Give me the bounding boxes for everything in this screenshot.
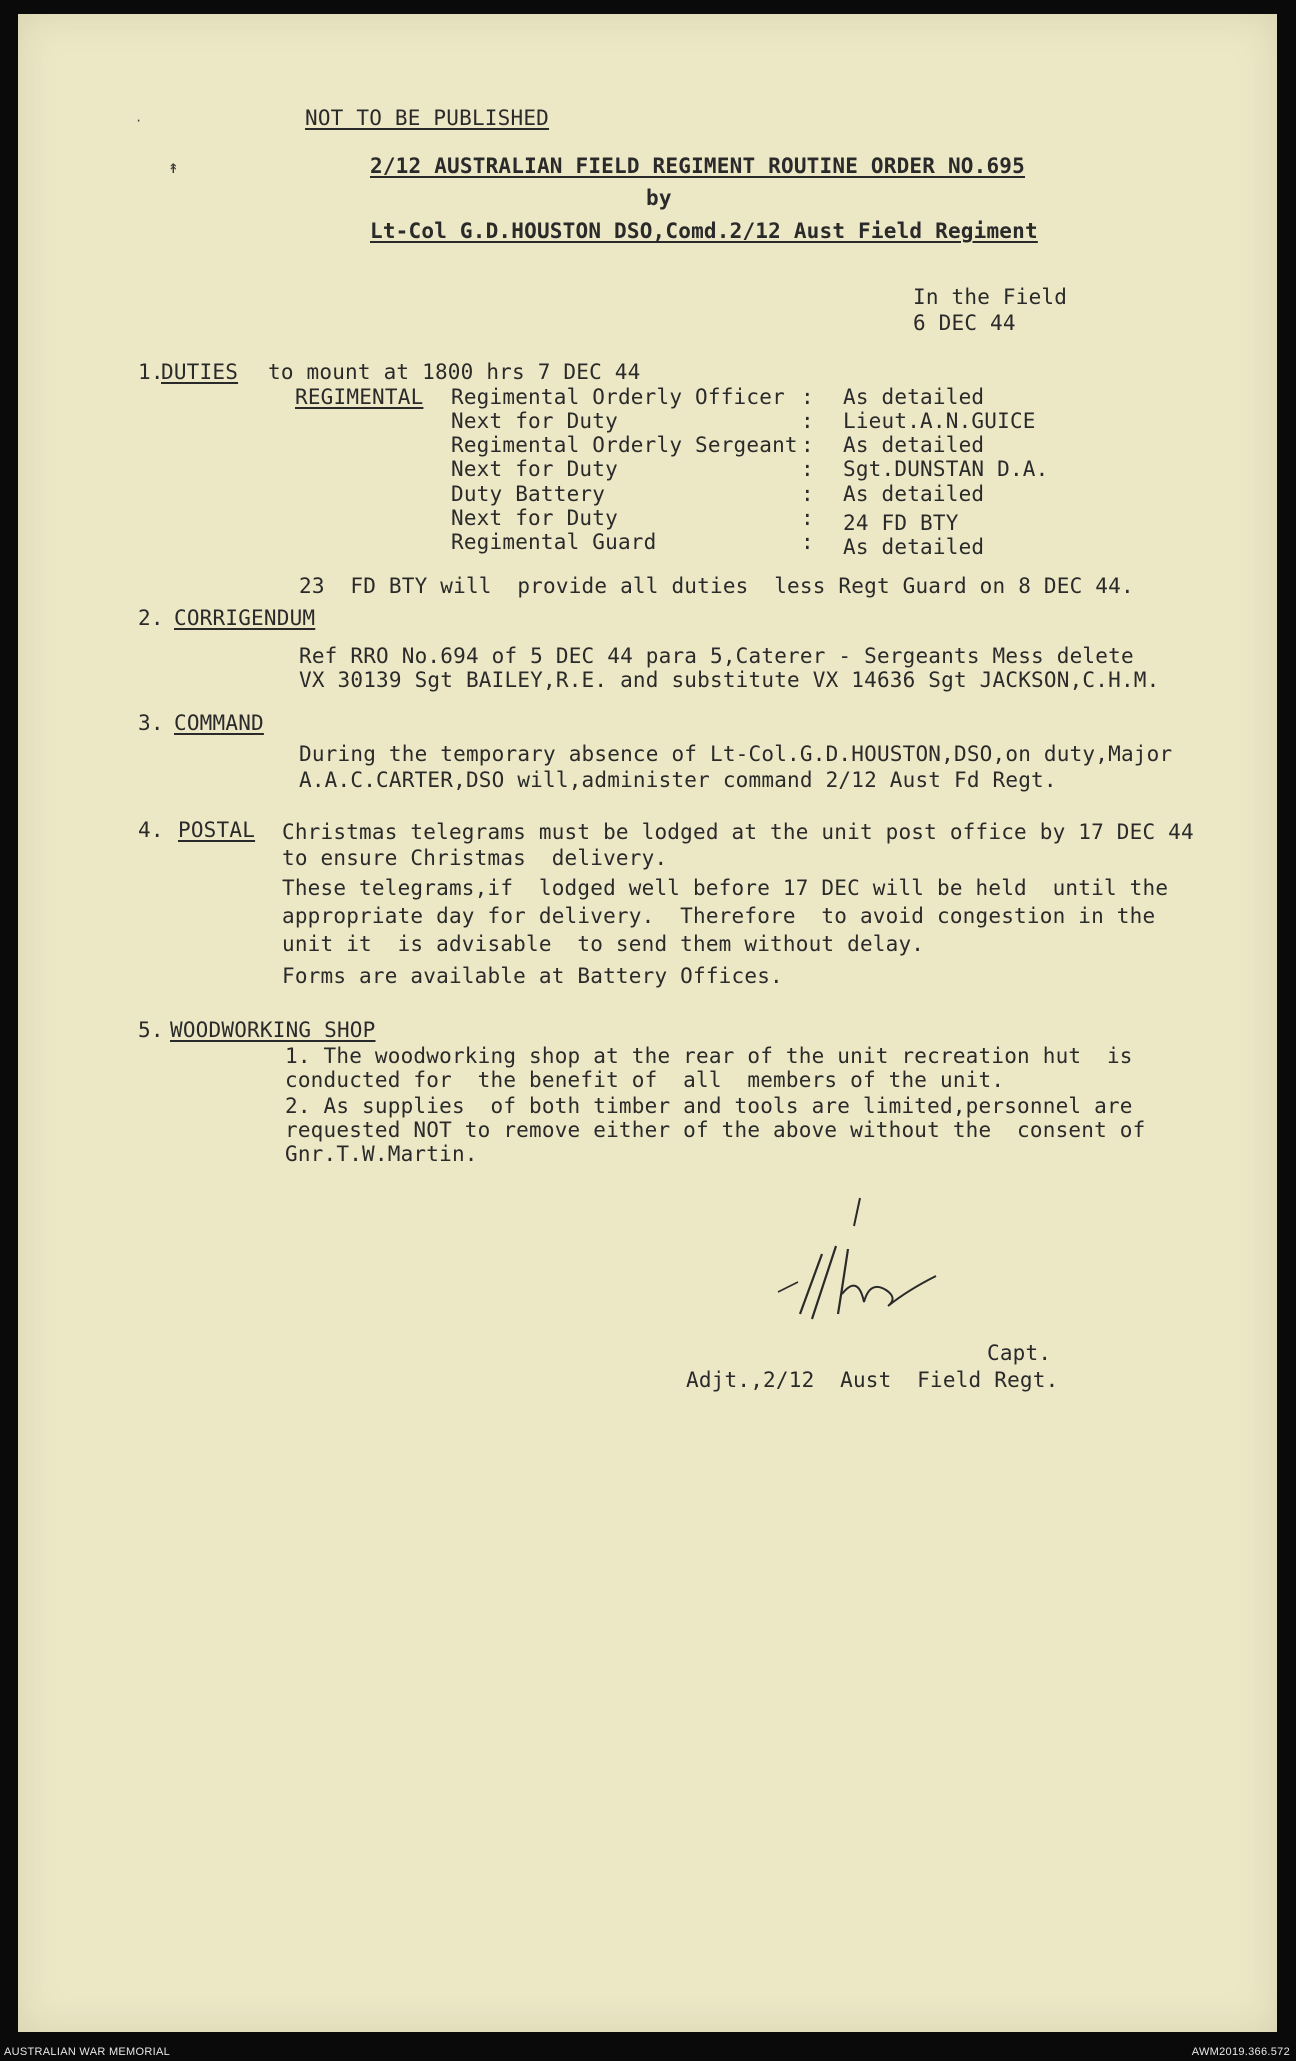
duty-separator: : xyxy=(801,409,814,433)
section-2-line: VX 30139 Sgt BAILEY,R.E. and substitute VX 14636 Sgt JACKSON,C.H.M. xyxy=(299,668,1160,692)
section-4-line: These telegrams,if lodged well before 17 DEC will be held until the xyxy=(282,876,1169,900)
section-5-line: Gnr.T.W.Martin. xyxy=(285,1142,478,1166)
section-2-heading: CORRIGENDUM xyxy=(174,606,316,630)
section-4-number: 4. xyxy=(138,818,164,842)
date: 6 DEC 44 xyxy=(913,311,1016,335)
ink-speck: ↟ xyxy=(168,157,179,178)
duty-assigned: As detailed xyxy=(843,385,985,409)
section-3-number: 3. xyxy=(138,711,164,735)
signature-scrawl xyxy=(738,1194,938,1334)
duty-separator: : xyxy=(801,506,814,530)
duty-separator: : xyxy=(801,385,814,409)
place: In the Field xyxy=(913,285,1068,309)
section-2-line: Ref RRO No.694 of 5 DEC 44 para 5,Caterer - Sergeants Mess delete xyxy=(299,644,1134,668)
section-4-line: unit it is advisable to send them without delay. xyxy=(282,932,925,956)
document-page xyxy=(18,14,1277,2032)
section-5-number: 5. xyxy=(138,1018,164,1042)
footer-institution: AUSTRALIAN WAR MEMORIAL xyxy=(4,2046,171,2058)
section-5-line: 2. As supplies of both timber and tools are limited,personnel are xyxy=(285,1094,1133,1118)
duty-role: Duty Battery xyxy=(451,482,606,506)
duty-separator: : xyxy=(801,482,814,506)
section-5-line: 1. The woodworking shop at the rear of the unit recreation hut is xyxy=(285,1044,1133,1068)
duty-separator: : xyxy=(801,433,814,457)
duty-role: Regimental Guard xyxy=(451,530,657,554)
section-4-line: Forms are available at Battery Offices. xyxy=(282,964,783,988)
duty-separator: : xyxy=(801,457,814,481)
duty-assigned: As detailed xyxy=(843,482,985,506)
duty-assigned: As detailed xyxy=(843,535,985,559)
section-1-subheading: REGIMENTAL xyxy=(295,385,424,409)
duty-assigned: 24 FD BTY xyxy=(843,511,959,535)
title-by: by xyxy=(646,186,672,210)
section-4-line: appropriate day for delivery. Therefore to avoid congestion in the xyxy=(282,904,1156,928)
document-title: 2/12 AUSTRALIAN FIELD REGIMENT ROUTINE ORDER NO.695 xyxy=(370,154,1025,178)
signatory-rank: Capt. xyxy=(987,1341,1052,1365)
duty-assigned: As detailed xyxy=(843,433,985,457)
not-published-heading: NOT TO BE PUBLISHED xyxy=(305,106,550,130)
section-3-line: A.A.C.CARTER,DSO will,administer command 2/12 Aust Fd Regt. xyxy=(299,768,1057,792)
duty-role: Regimental Orderly Officer xyxy=(451,385,785,409)
section-5-heading: WOODWORKING SHOP xyxy=(170,1018,376,1042)
section-5-line: conducted for the benefit of all members of the unit. xyxy=(285,1068,1005,1092)
duty-role: Next for Duty xyxy=(451,409,618,433)
document-author: Lt-Col G.D.HOUSTON DSO,Comd.2/12 Aust Field Regiment xyxy=(370,219,1038,243)
duty-separator: : xyxy=(801,530,814,554)
duty-role: Regimental Orderly Sergeant xyxy=(451,433,798,457)
section-3-line: During the temporary absence of Lt-Col.G.D.HOUSTON,DSO,on duty,Major xyxy=(299,742,1173,766)
section-1-note: 23 FD BTY will provide all duties less Regt Guard on 8 DEC 44. xyxy=(299,574,1134,598)
duty-role: Next for Duty xyxy=(451,457,618,481)
section-5-line: requested NOT to remove either of the above without the consent of xyxy=(285,1118,1146,1142)
section-1-number: 1. xyxy=(138,360,164,384)
duty-assigned: Lieut.A.N.GUICE xyxy=(843,409,1036,433)
ink-speck: · xyxy=(135,114,143,128)
section-2-number: 2. xyxy=(138,606,164,630)
duty-role: Next for Duty xyxy=(451,506,618,530)
section-4-line: to ensure Christmas delivery. xyxy=(282,846,668,870)
section-1-heading: DUTIES xyxy=(161,360,239,384)
duty-assigned: Sgt.DUNSTAN D.A. xyxy=(843,457,1049,481)
footer-accession-number: AWM2019.366.572 xyxy=(1191,2046,1290,2058)
section-3-heading: COMMAND xyxy=(174,711,264,735)
section-1-intro: to mount at 1800 hrs 7 DEC 44 xyxy=(268,360,641,384)
section-4-line: Christmas telegrams must be lodged at the unit post office by 17 DEC 44 xyxy=(282,820,1194,844)
signatory-position: Adjt.,2/12 Aust Field Regt. xyxy=(686,1368,1059,1392)
section-4-heading: POSTAL xyxy=(178,818,256,842)
